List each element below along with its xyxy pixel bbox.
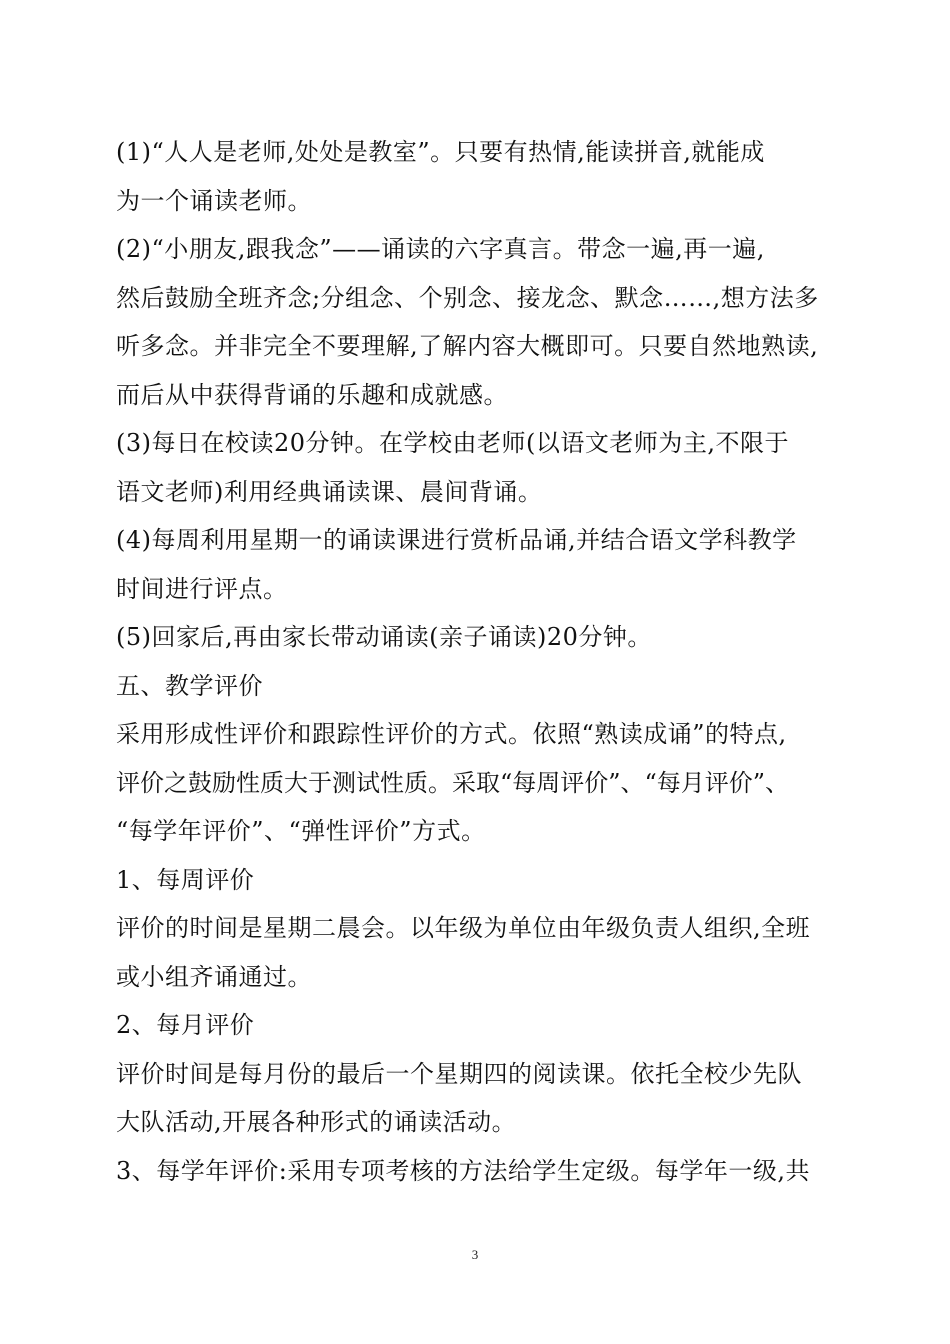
text-line: “每学年评价”、“弹性评价”方式。 (116, 817, 486, 845)
text-line: 评价时间是每月份的最后一个星期四的阅读课。依托全校少先队 (116, 1059, 802, 1088)
text-line: 评价之鼓励性质大于测试性质。采取“每周评价”、“每月评价”、 (116, 768, 790, 797)
text-line: (4)每周利用星期一的诵读课进行赏析品诵,并结合语文学科教学 (116, 526, 797, 554)
text-line: 大队活动,开展各种形式的诵读活动。 (116, 1108, 517, 1136)
text-line: 时间进行评点。 (116, 574, 288, 603)
text-line: (3)每日在校读20分钟。在学校由老师(以语文老师为主,不限于 (116, 429, 790, 457)
subsection-heading: 1、每周评价 (116, 865, 255, 894)
text-line: 3、每学年评价:采用专项考核的方法给学生定级。每学年一级,共 (116, 1156, 810, 1185)
text-line: 语文老师)利用经典诵读课、晨间背诵。 (116, 477, 543, 506)
text-line: (1)“人人是老师,处处是教室”。只要有热情,能读拼音,就能成 (116, 138, 765, 166)
text-line: (5)回家后,再由家长带动诵读(亲子诵读)20分钟。 (116, 623, 652, 651)
text-line: (2)“小朋友,跟我念”——诵读的六字真言。带念一遍,再一遍, (116, 235, 765, 263)
section-heading: 五、教学评价 (116, 671, 263, 700)
document-body (116, 128, 851, 1195)
subsection-heading: 2、每月评价 (116, 1011, 255, 1039)
text-line: 听多念。并非完全不要理解,了解内容大概即可。只要自然地熟读, (116, 332, 819, 360)
text-line: 而后从中获得背诵的乐趣和成就感。 (116, 380, 508, 409)
text-line: 评价的时间是星期二晨会。以年级为单位由年级负责人组织,全班 (116, 914, 811, 942)
text-line: 或小组齐诵通过。 (116, 962, 312, 991)
text-line: 为一个诵读老师。 (116, 186, 312, 215)
page-number: 3 (471, 1247, 479, 1262)
text-line: 然后鼓励全班齐念;分组念、个别念、接龙念、默念……,想方法多 (116, 283, 819, 312)
text-line: 采用形成性评价和跟踪性评价的方式。依照“熟读成诵”的特点, (116, 720, 787, 748)
